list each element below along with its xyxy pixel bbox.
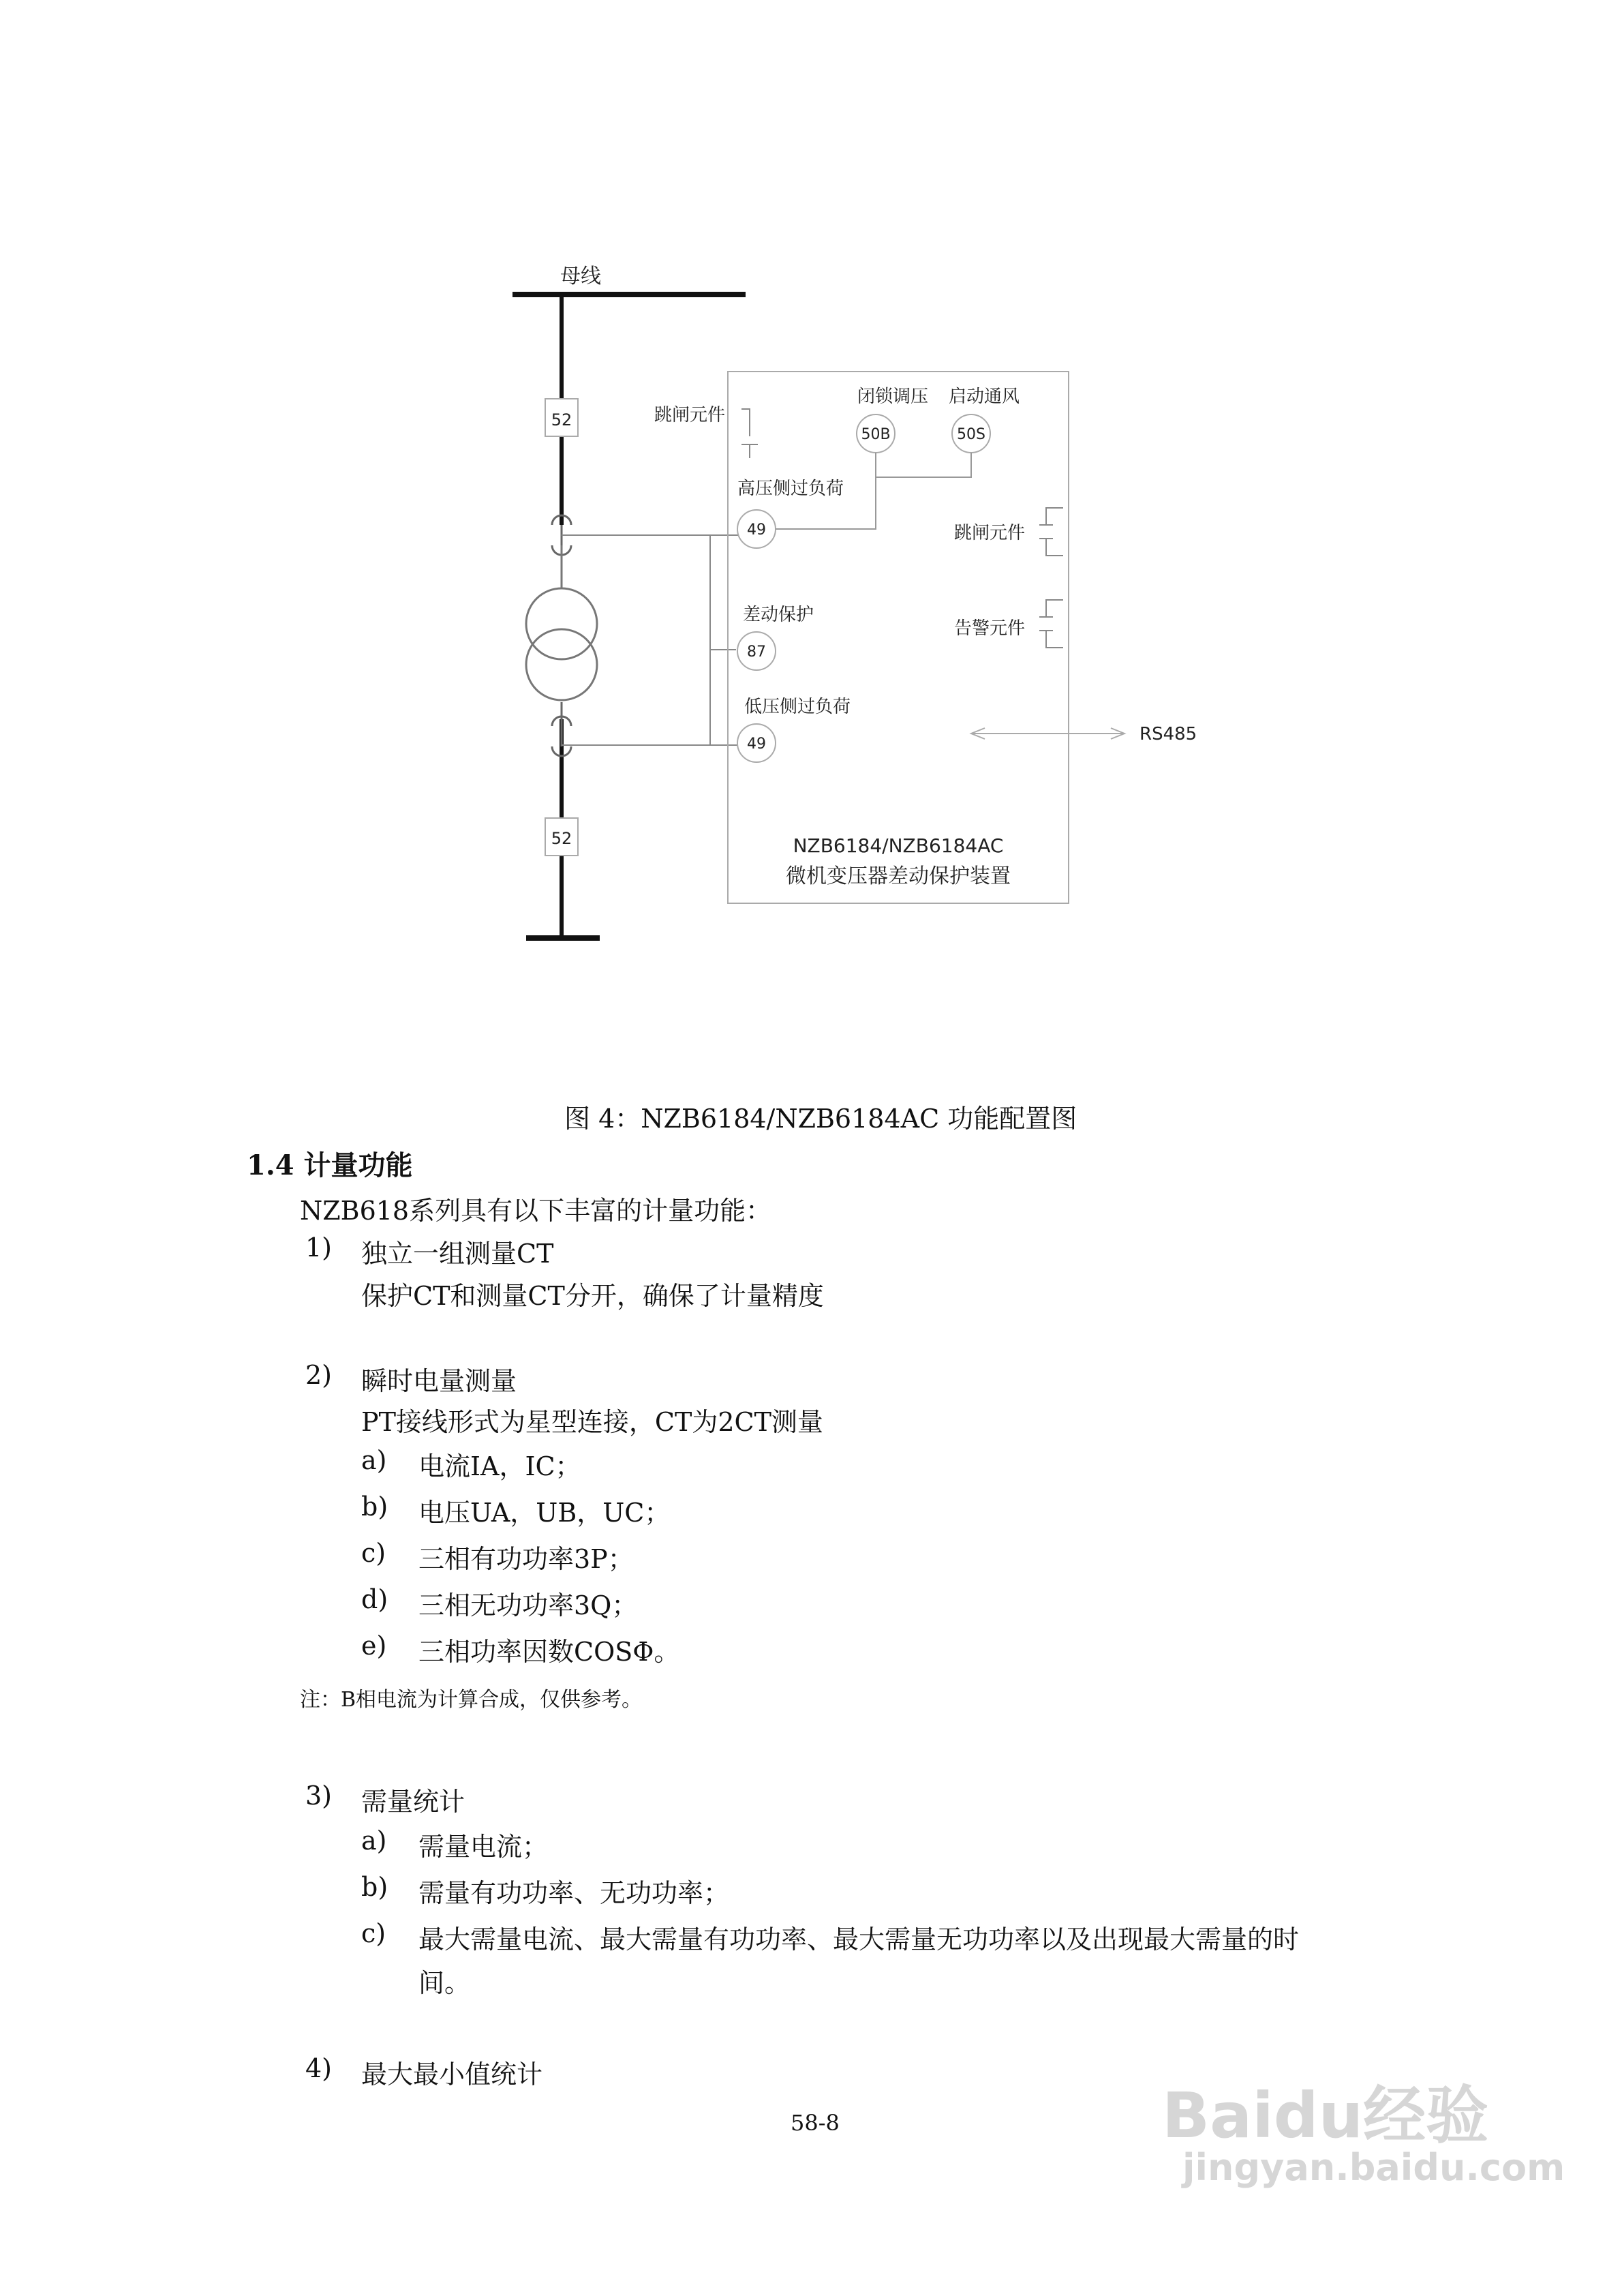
item-2a-text: 电流IA，IC； xyxy=(418,1451,581,1481)
item-3b-key: b) xyxy=(361,1872,388,1902)
svg-text:52: 52 xyxy=(551,410,572,429)
section-title: 计量功能 xyxy=(303,1149,413,1181)
item-3b-text: 需量有功功率、无功功率； xyxy=(418,1878,730,1908)
rs485-link xyxy=(971,728,1124,739)
page-number: 58-8 xyxy=(791,2110,840,2136)
figure-caption: 图 4：NZB6184/NZB6184AC 功能配置图 xyxy=(564,1104,1077,1134)
relay-49-lv-label: 49 xyxy=(747,736,766,753)
item-2d-key: d) xyxy=(361,1584,388,1614)
item-3-number: 3) xyxy=(305,1781,333,1811)
relay-50s-label: 50S xyxy=(957,426,985,443)
item-2c-key: c) xyxy=(361,1538,386,1568)
trip-contact-right xyxy=(1039,508,1063,556)
breaker-top xyxy=(545,399,578,436)
item-1-desc: 保护CT和测量CT分开，确保了计量精度 xyxy=(361,1281,824,1311)
breaker-bottom xyxy=(545,818,578,856)
item-2-note: 注：B相电流为计算合成，仅供参考。 xyxy=(300,1688,643,1712)
busbar-label: 母线 xyxy=(560,265,601,288)
hv-overload-label: 高压侧过负荷 xyxy=(737,479,844,499)
item-4-number: 4) xyxy=(305,2053,333,2083)
item-1-number: 1) xyxy=(305,1233,333,1263)
rs485-label: RS485 xyxy=(1139,724,1197,744)
alarm-contact xyxy=(1039,600,1063,648)
section-heading xyxy=(247,1144,413,1183)
item-1-title: 独立一组测量CT xyxy=(361,1239,554,1269)
item-3c-text-cont: 间。 xyxy=(418,1968,471,1998)
item-3a-key: a) xyxy=(361,1826,387,1856)
lv-overload-label: 低压侧过负荷 xyxy=(744,697,851,717)
section-number: 1.4 xyxy=(247,1149,294,1181)
item-3c-key: c) xyxy=(361,1918,386,1948)
item-3a-text: 需量电流； xyxy=(418,1832,549,1862)
item-4-title: 最大最小值统计 xyxy=(361,2059,543,2089)
relay-49-hv-label: 49 xyxy=(747,522,766,539)
section-intro: NZB618系列具有以下丰富的计量功能： xyxy=(300,1196,772,1226)
item-2b-key: b) xyxy=(361,1492,388,1522)
item-2a-key: a) xyxy=(361,1445,387,1475)
device-model-label: NZB6184/NZB6184AC xyxy=(793,834,1004,857)
power-transformer-symbol xyxy=(526,545,597,700)
item-2b-text: 电压UA，UB，UC； xyxy=(418,1498,671,1528)
item-2d-text: 三相无功功率3Q； xyxy=(418,1590,638,1620)
item-2e-text: 三相功率因数COSΦ。 xyxy=(418,1637,680,1667)
item-2-desc: PT接线形式为星型连接，CT为2CT测量 xyxy=(361,1407,823,1437)
relay-87-label: 87 xyxy=(747,644,766,661)
item-2c-text: 三相有功功率3P； xyxy=(418,1544,634,1574)
item-2-title: 瞬时电量测量 xyxy=(361,1366,517,1396)
watermark-logo: Baidu经验 xyxy=(1162,2079,1489,2152)
item-3c-text: 最大需量电流、最大需量有功功率、最大需量无功功率以及出现最大需量的时 xyxy=(418,1924,1300,1954)
relay-50b-label: 50B xyxy=(861,426,891,443)
diff-protect-label: 差动保护 xyxy=(743,605,814,625)
block-tap-label: 闭锁调压 xyxy=(857,387,929,407)
function-configuration-diagram xyxy=(0,0,1622,988)
device-name-label: 微机变压器差动保护装置 xyxy=(786,864,1011,888)
alarm-label: 告警元件 xyxy=(954,618,1026,639)
item-2-number: 2) xyxy=(305,1360,333,1390)
trip-left-label: 跳闸元件 xyxy=(654,405,726,425)
item-2e-key: e) xyxy=(361,1631,387,1661)
trip-right-label: 跳闸元件 xyxy=(954,523,1026,543)
start-fan-label: 启动通风 xyxy=(949,387,1020,407)
watermark-url: jingyan.baidu.com xyxy=(1182,2146,1565,2189)
item-3-title: 需量统计 xyxy=(361,1787,465,1817)
trip-contact-left xyxy=(741,409,758,458)
svg-text:52: 52 xyxy=(551,829,572,848)
